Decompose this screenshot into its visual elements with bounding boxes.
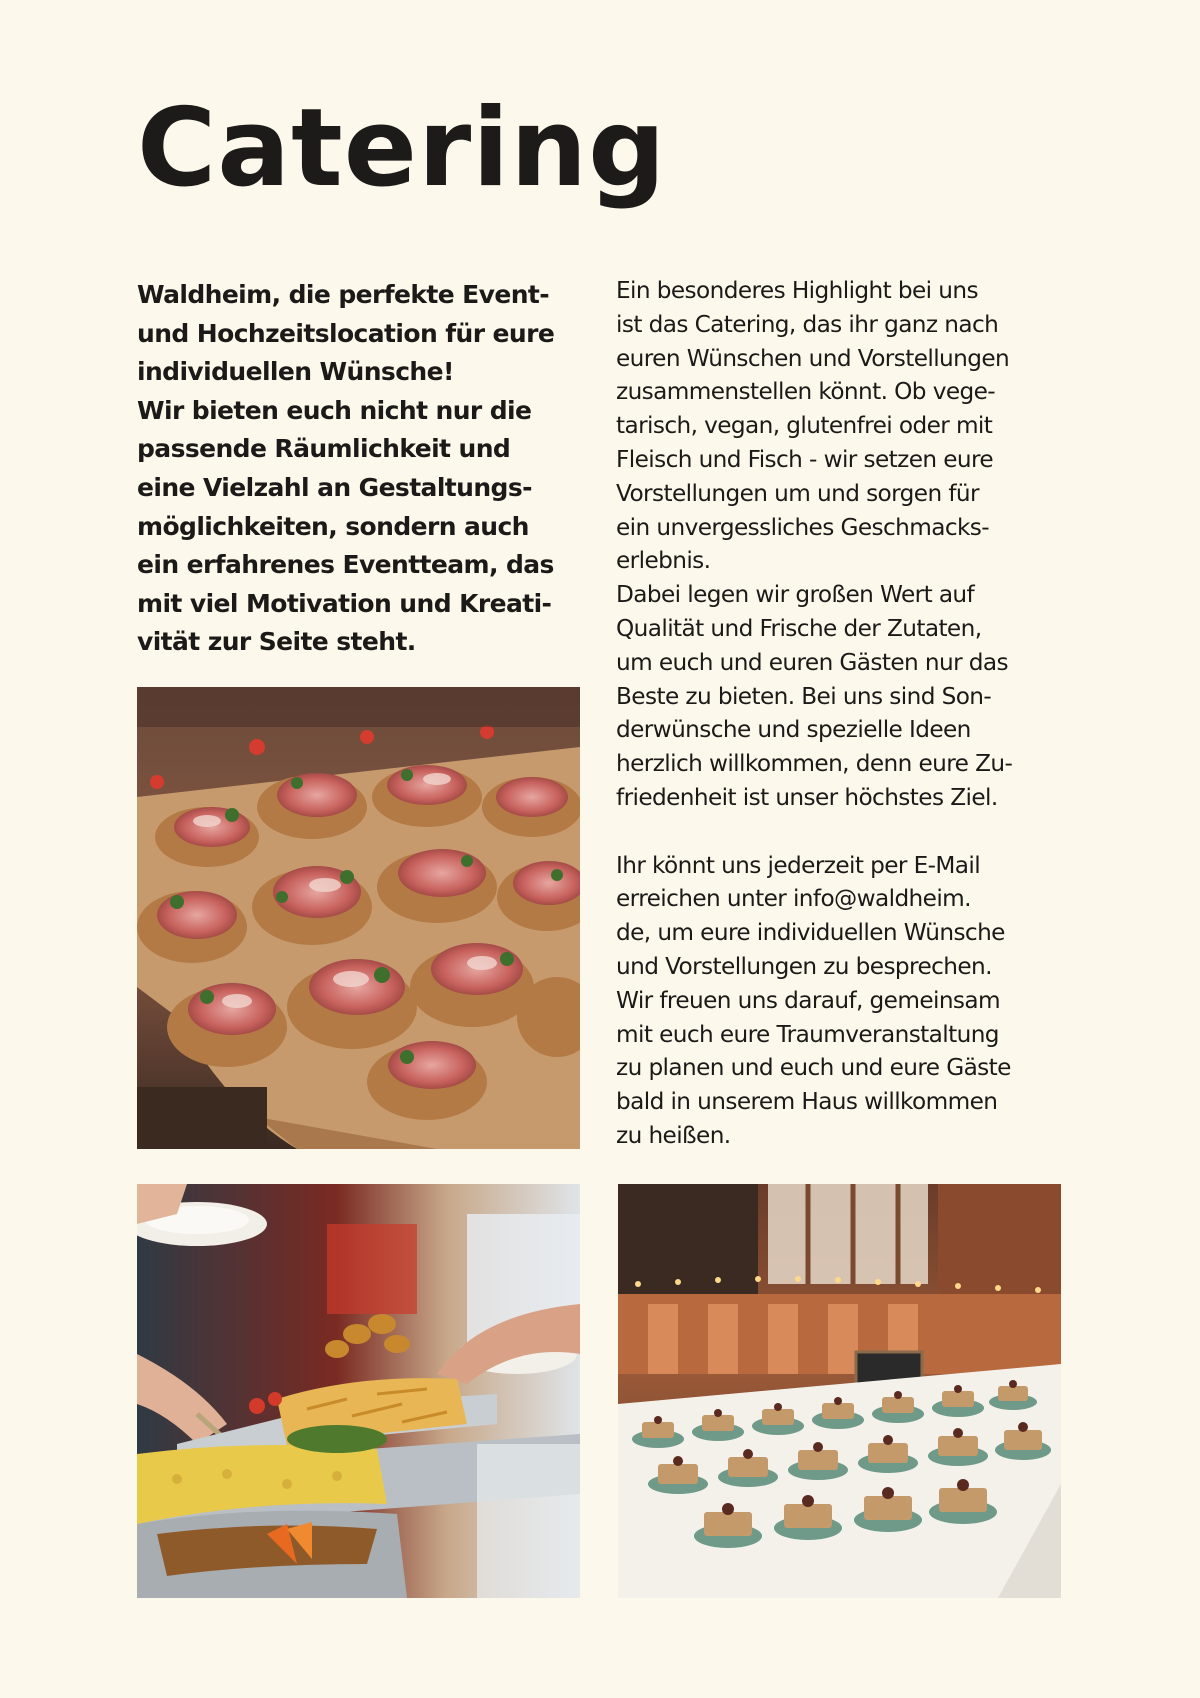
intro-paragraph: Waldheim, die perfekte Event- und Hochzeitslocation für eure individuellen Wünsche! Wir bieten euch nicht nur die passende Räumlichkeit und eine Vielzahl an Gestaltungs- möglichkeiten, sondern auch ein erfahrenes Eventteam, das mit viel Motivation und Kreati- vität zur Seite steht. bbox=[137, 280, 555, 657]
page-title: Catering bbox=[137, 86, 667, 211]
cake-table-photo bbox=[618, 1184, 1061, 1598]
body-paragraph: Ein besonderes Highlight bei uns ist das Catering, das ihr ganz nach euren Wünschen und Vorstellungen zusammenstellen könnt. Ob vege- tarisch, vegan, glutenfrei oder mit Fleisch und Fisch - wir setzen eure Vorstellungen um und sorgen für ein unvergessliches Geschmacks- erlebnis. Dabei legen wir großen Wert auf Qualität und Frische der Zutaten, um euch und euren Gästen nur das Beste zu bieten. Bei uns sind Son- derwünsche und spezielle Ideen herzlich willkommen, denn eure Zu- friedenheit ist unser höchstes Ziel. Ihr könnt uns jederzeit per E-Mail erreichen unter info@waldheim. de, um eure individuellen Wünsche und Vorstellungen zu besprechen. Wir freuen uns darauf, gemeinsam mit euch eure Traumveranstaltung zu planen und euch und eure Gäste bald in unserem Haus willkommen zu heißen. bbox=[616, 277, 1013, 1149]
buffet-photo bbox=[137, 1184, 580, 1598]
antipasti-photo bbox=[137, 687, 580, 1149]
